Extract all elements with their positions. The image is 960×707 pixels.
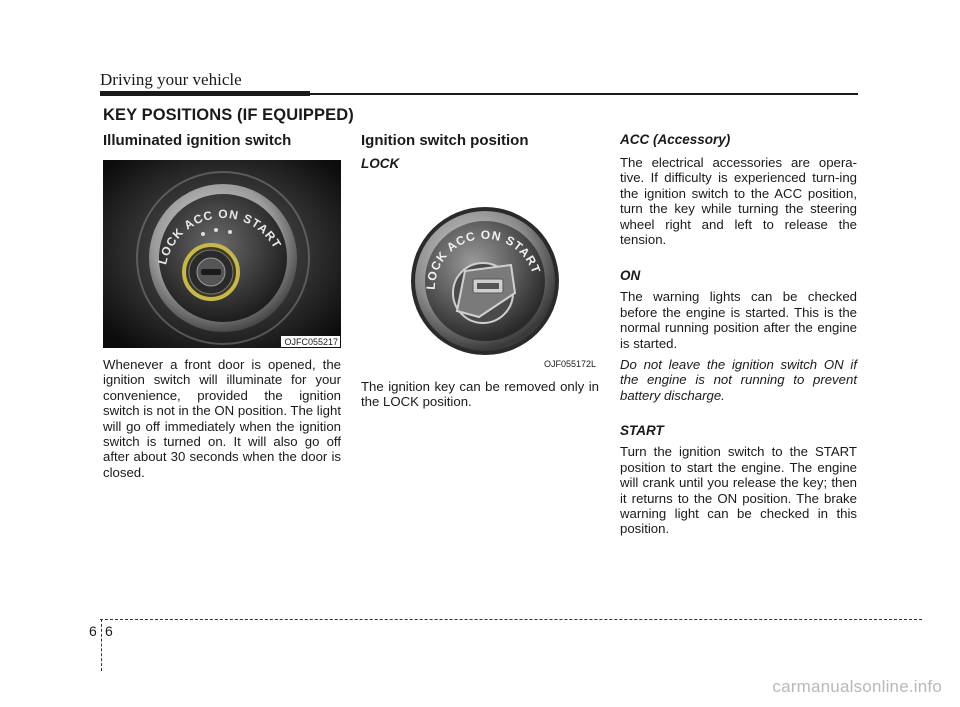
watermark: carmanualsonline.info: [772, 677, 942, 696]
ignition-position-figure: [361, 181, 599, 370]
footer-rule: [100, 619, 922, 620]
on-note: Do not leave the ignition switch ON if the engine is not running to prevent battery discharge.: [620, 357, 857, 403]
acc-heading: ACC (Accessory): [620, 132, 731, 147]
column-positions: [620, 131, 857, 537]
acc-body: The electrical accessories are opera-tive. If difficulty is experienced turn-ing the ignition switch to the ACC position, turn the key while turning the steering wheel right and left to release the tension.: [620, 155, 857, 248]
page-number: 6: [105, 623, 113, 639]
ignition-position-heading: Ignition switch position: [361, 132, 529, 149]
lock-body: The ignition key can be removed only in the LOCK position.: [361, 379, 599, 410]
footer-rule-vertical: [101, 619, 102, 671]
section-label: Driving your vehicle: [100, 70, 242, 89]
page-title: KEY POSITIONS (IF EQUIPPED): [103, 106, 354, 124]
on-heading: ON: [620, 268, 641, 284]
lock-heading: LOCK: [361, 156, 400, 171]
ignition-position-labels: LOCK ACC ON START: [423, 227, 544, 291]
start-body: Turn the ignition switch to the START position to start the engine. The engine will crank until you release the key; then it returns to the ON position. The brake warning light can be checked in this position.: [620, 444, 857, 537]
ignition-position-illustration: [361, 181, 599, 370]
illuminated-switch-figure: [103, 160, 341, 348]
figure-code: OJF055172L: [543, 359, 596, 369]
figure-code: OJFC055217: [281, 336, 340, 347]
on-body: The warning lights can be checked before the engine is started. This is the normal running position after the engine is started.: [620, 289, 857, 351]
column-illuminated-switch: [103, 131, 341, 480]
chapter-number: 6: [89, 623, 97, 639]
illuminated-switch-body: Whenever a front door is opened, the ignition switch will illuminate for your convenience, provided the ignition switch is not in the ON position. The light will go off immediately when the ignition switch is turned on. It will also go off after about 30 seconds when the door is closed.: [103, 357, 341, 480]
illuminated-switch-position-labels: LOCK ACC ON START: [155, 206, 285, 266]
header-rule-thick: [100, 91, 310, 96]
start-heading: START: [620, 423, 664, 439]
column-ignition-position: [361, 131, 599, 410]
illuminated-switch-heading: Illuminated ignition switch: [103, 132, 292, 149]
header-rule-thin: [310, 93, 858, 95]
illuminated-switch-illustration: [103, 160, 341, 348]
